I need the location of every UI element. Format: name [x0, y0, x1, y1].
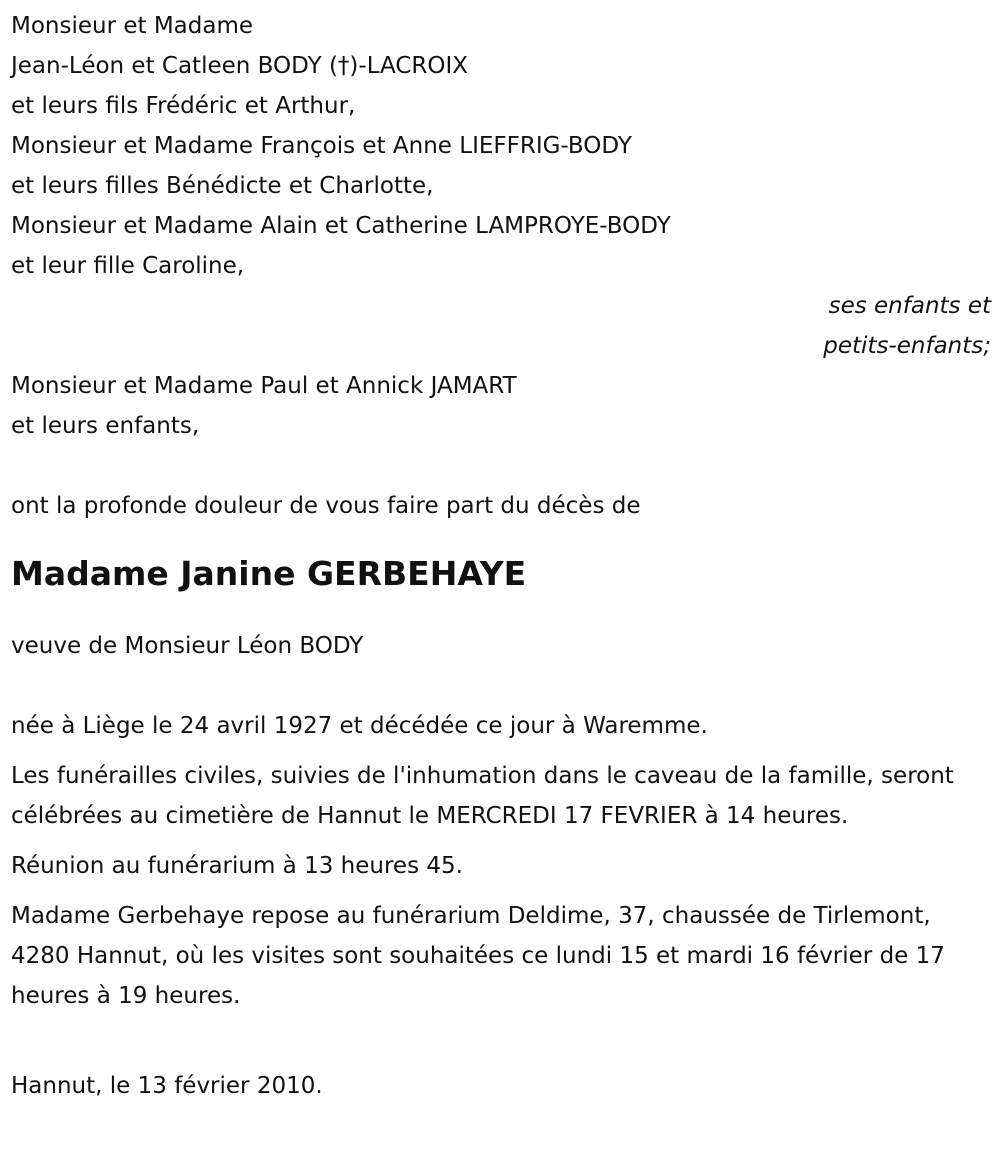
family-line: et leurs enfants, — [11, 413, 200, 439]
relation-label: ses enfants et — [828, 293, 991, 319]
signature-date: Hannut, le 13 février 2010. — [11, 1073, 323, 1099]
family-line: et leur fille Caroline, — [11, 253, 245, 279]
family-line: et leurs fils Frédéric et Arthur, — [11, 93, 356, 119]
family-line: Monsieur et Madame François et Anne LIEFFRIG-BODY — [11, 133, 632, 159]
widow-of-text: veuve de Monsieur Léon BODY — [11, 633, 364, 659]
birth-death-text: née à Liège le 24 avril 1927 et décédée ce jour à Waremme. — [11, 713, 708, 739]
visitation-paragraph: Madame Gerbehaye repose au funérarium Deldime, 37, chaussée de Tirlemont, 4280 Hannut, où les visites sont souhaitées ce lundi 15 et mardi 16 février de 17 heures à 19 heures. — [11, 903, 945, 1009]
family-line: et leurs filles Bénédicte et Charlotte, — [11, 173, 434, 199]
deceased-name: Madame Janine GERBEHAYE — [11, 554, 527, 593]
gathering-paragraph: Réunion au funérarium à 13 heures 45. — [11, 853, 463, 879]
family-line: Monsieur et Madame Alain et Catherine LAMPROYE-BODY — [11, 213, 671, 239]
funeral-paragraph: Les funérailles civiles, suivies de l'inhumation dans le caveau de la famille, seront célébrées au cimetière de Hannut le MERCREDI 17 FEVRIER à 14 heures. — [11, 763, 954, 829]
family-block — [11, 6, 991, 446]
relation-label: petits-enfants; — [823, 333, 991, 359]
family-line: Monsieur et Madame Paul et Annick JAMART — [11, 373, 517, 399]
death-notice — [11, 6, 991, 1106]
family-line: Monsieur et Madame — [11, 13, 254, 39]
announcement-text: ont la profonde douleur de vous faire part du décès de — [11, 493, 641, 519]
family-line: Jean-Léon et Catleen BODY (†)-LACROIX — [11, 53, 469, 79]
